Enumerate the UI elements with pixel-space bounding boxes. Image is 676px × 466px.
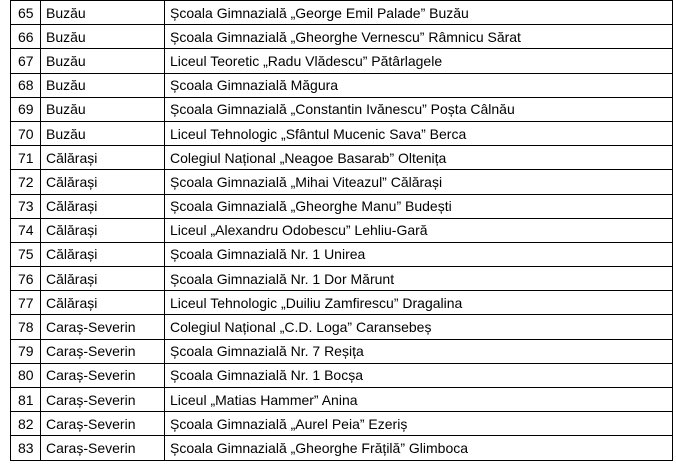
county-cell: Caraș-Severin [41,315,165,339]
county-cell: Caraș-Severin [41,388,165,412]
row-number-cell: 77 [11,291,41,315]
schools-table [10,0,673,461]
table-row [11,339,673,363]
school-name-cell: Școala Gimnazială „Constantin Ivănescu” Poșta Câlnău [165,97,673,121]
county-cell: Călărași [41,194,165,218]
table-row [11,242,673,266]
table-row [11,49,673,73]
row-number-cell: 75 [11,242,41,266]
county-cell: Buzău [41,97,165,121]
table-row [11,412,673,436]
row-number-cell: 71 [11,146,41,170]
table-row [11,315,673,339]
document-page [10,0,672,461]
row-number-cell: 76 [11,267,41,291]
row-number-cell: 80 [11,363,41,387]
school-name-cell: Școala Gimnazială „Gheorghe Manu” Budești [165,194,673,218]
row-number-cell: 72 [11,170,41,194]
county-cell: Caraș-Severin [41,412,165,436]
row-number-cell: 82 [11,412,41,436]
county-cell: Călărași [41,170,165,194]
table-row [11,363,673,387]
table-row [11,73,673,97]
table-row [11,194,673,218]
school-name-cell: Liceul Teoretic „Radu Vlădescu” Pătârlagele [165,49,673,73]
table-row [11,146,673,170]
schools-table-body [11,1,673,461]
school-name-cell: Școala Gimnazială Nr. 1 Bocșa [165,363,673,387]
school-name-cell: Școala Gimnazială „Aurel Peia” Ezeriș [165,412,673,436]
school-name-cell: Liceul Tehnologic „Duiliu Zamfirescu” Dragalina [165,291,673,315]
county-cell: Buzău [41,1,165,25]
school-name-cell: Școala Gimnazială „Gheorghe Vernescu” Râmnicu Sărat [165,25,673,49]
school-name-cell: Școala Gimnazială „Gheorghe Frățilă” Glimboca [165,436,673,460]
school-name-cell: Școala Gimnazială Nr. 7 Reșița [165,339,673,363]
school-name-cell: Liceul Tehnologic „Sfântul Mucenic Sava” Berca [165,121,673,145]
county-cell: Buzău [41,25,165,49]
table-row [11,25,673,49]
row-number-cell: 67 [11,49,41,73]
table-row [11,436,673,460]
school-name-cell: Colegiul Național „C.D. Loga” Caransebeș [165,315,673,339]
row-number-cell: 73 [11,194,41,218]
row-number-cell: 70 [11,121,41,145]
county-cell: Călărași [41,218,165,242]
county-cell: Călărași [41,291,165,315]
row-number-cell: 66 [11,25,41,49]
row-number-cell: 68 [11,73,41,97]
row-number-cell: 83 [11,436,41,460]
table-row [11,170,673,194]
row-number-cell: 79 [11,339,41,363]
table-row [11,267,673,291]
table-row [11,291,673,315]
school-name-cell: Școala Gimnazială Măgura [165,73,673,97]
school-name-cell: Școala Gimnazială Nr. 1 Dor Mărunt [165,267,673,291]
county-cell: Buzău [41,73,165,97]
county-cell: Caraș-Severin [41,363,165,387]
row-number-cell: 78 [11,315,41,339]
row-number-cell: 65 [11,1,41,25]
county-cell: Buzău [41,49,165,73]
row-number-cell: 74 [11,218,41,242]
county-cell: Caraș-Severin [41,339,165,363]
county-cell: Călărași [41,146,165,170]
county-cell: Buzău [41,121,165,145]
table-row [11,388,673,412]
table-row [11,1,673,25]
table-row [11,121,673,145]
table-row [11,218,673,242]
school-name-cell: Colegiul Național „Neagoe Basarab” Oltenița [165,146,673,170]
county-cell: Călărași [41,267,165,291]
row-number-cell: 81 [11,388,41,412]
school-name-cell: Școala Gimnazială „Mihai Viteazul” Călărași [165,170,673,194]
county-cell: Călărași [41,242,165,266]
school-name-cell: Școala Gimnazială Nr. 1 Unirea [165,242,673,266]
school-name-cell: Liceul „Matias Hammer” Anina [165,388,673,412]
school-name-cell: Liceul „Alexandru Odobescu” Lehliu-Gară [165,218,673,242]
row-number-cell: 69 [11,97,41,121]
school-name-cell: Școala Gimnazială „George Emil Palade” Buzău [165,1,673,25]
county-cell: Caraș-Severin [41,436,165,460]
table-row [11,97,673,121]
